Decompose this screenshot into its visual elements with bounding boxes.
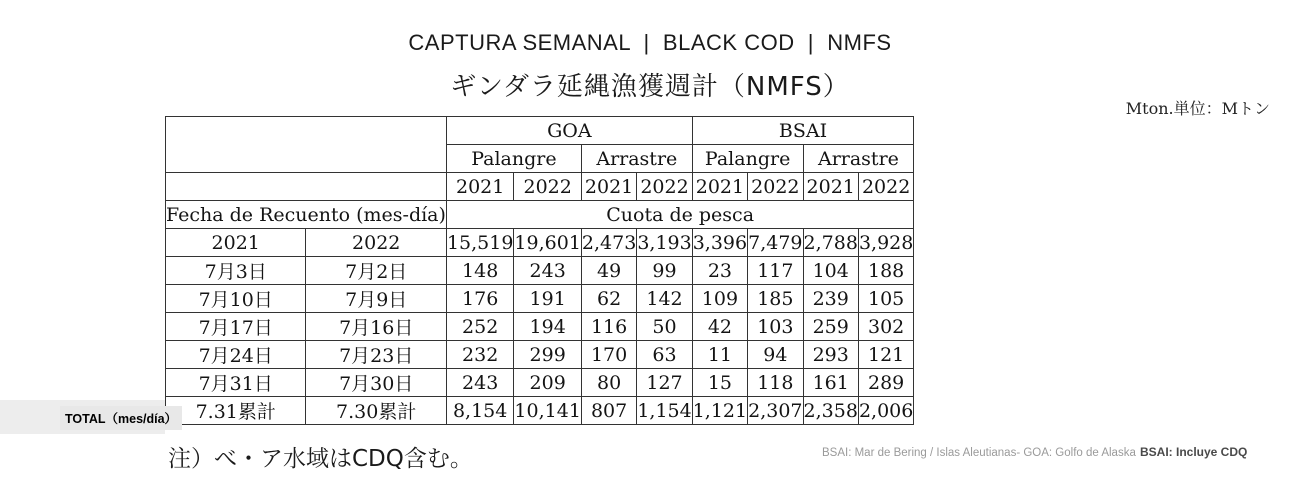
total-goa-palangre-2022: 10,141 xyxy=(514,397,581,425)
cell-bsai-palangre-2021: 42 xyxy=(692,313,747,341)
quota-value-1: 15,519 xyxy=(446,229,513,257)
table-row-group-header xyxy=(166,117,914,145)
footnote-cdq: BSAI: Incluye CDQ xyxy=(1140,445,1248,459)
row-date-2022: 7月30日 xyxy=(306,369,446,397)
date-count-header: Fecha de Recuento (mes-día) xyxy=(166,201,447,229)
cell-bsai-arrastre-2021: 239 xyxy=(803,285,858,313)
cell-goa-arrastre-2021: 116 xyxy=(581,313,636,341)
table-row xyxy=(166,341,914,369)
quota-header: Cuota de pesca xyxy=(446,201,913,229)
year-header-blank xyxy=(166,173,447,201)
year-header-1: 2021 xyxy=(446,173,513,201)
year-header-5: 2021 xyxy=(692,173,747,201)
table-row-year-header xyxy=(166,173,914,201)
cell-goa-palangre-2021: 176 xyxy=(446,285,513,313)
row-date-2022: 7月9日 xyxy=(306,285,446,313)
cell-bsai-palangre-2021: 23 xyxy=(692,257,747,285)
quota-value-6: 7,479 xyxy=(748,229,803,257)
row-date-2021: 7月10日 xyxy=(166,285,306,313)
footnote-spanish: BSAI: Mar de Bering / Islas Aleutianas- GOA: Golfo de Alaska xyxy=(822,447,1136,459)
cell-bsai-palangre-2021: 15 xyxy=(692,369,747,397)
gear-header-goa-palangre: Palangre xyxy=(446,145,581,173)
catch-table xyxy=(165,116,914,425)
cell-goa-arrastre-2021: 62 xyxy=(581,285,636,313)
cell-bsai-arrastre-2021: 259 xyxy=(803,313,858,341)
quota-value-2: 19,601 xyxy=(514,229,581,257)
table-row-quota xyxy=(166,229,914,257)
year-header-4: 2022 xyxy=(637,173,692,201)
quota-value-4: 3,193 xyxy=(637,229,692,257)
quota-year-2021: 2021 xyxy=(166,229,306,257)
row-date-2021: 7月17日 xyxy=(166,313,306,341)
row-date-2022: 7月2日 xyxy=(306,257,446,285)
table-row-total xyxy=(166,397,914,425)
cell-goa-arrastre-2021: 80 xyxy=(581,369,636,397)
total-bsai-arrastre-2022: 2,006 xyxy=(858,397,913,425)
cell-bsai-palangre-2022: 118 xyxy=(748,369,803,397)
year-header-8: 2022 xyxy=(858,173,913,201)
table-row xyxy=(166,257,914,285)
total-goa-palangre-2021: 8,154 xyxy=(446,397,513,425)
cell-bsai-palangre-2022: 103 xyxy=(748,313,803,341)
table-row xyxy=(166,369,914,397)
cell-goa-arrastre-2021: 170 xyxy=(581,341,636,369)
page-title-japanese: ギンダラ延縄漁獲週計（NMFS） xyxy=(450,72,850,102)
cell-bsai-palangre-2022: 94 xyxy=(748,341,803,369)
quota-value-5: 3,396 xyxy=(692,229,747,257)
cell-bsai-arrastre-2022: 302 xyxy=(858,313,913,341)
cell-bsai-arrastre-2022: 105 xyxy=(858,285,913,313)
cell-goa-arrastre-2022: 50 xyxy=(637,313,692,341)
cell-goa-palangre-2021: 252 xyxy=(446,313,513,341)
year-header-3: 2021 xyxy=(581,173,636,201)
table-row xyxy=(166,313,914,341)
cell-bsai-palangre-2021: 109 xyxy=(692,285,747,313)
total-date-2021: 7.31累計 xyxy=(166,397,306,425)
cell-goa-arrastre-2021: 49 xyxy=(581,257,636,285)
cell-bsai-palangre-2022: 117 xyxy=(748,257,803,285)
cell-bsai-arrastre-2022: 121 xyxy=(858,341,913,369)
cell-goa-palangre-2022: 299 xyxy=(514,341,581,369)
row-date-2021: 7月24日 xyxy=(166,341,306,369)
cell-bsai-arrastre-2021: 293 xyxy=(803,341,858,369)
cell-goa-arrastre-2022: 99 xyxy=(637,257,692,285)
cell-bsai-arrastre-2022: 188 xyxy=(858,257,913,285)
row-date-2022: 7月23日 xyxy=(306,341,446,369)
cell-goa-palangre-2022: 243 xyxy=(514,257,581,285)
total-goa-arrastre-2022: 1,154 xyxy=(637,397,692,425)
corner-blank xyxy=(166,117,447,173)
quota-year-2022: 2022 xyxy=(306,229,446,257)
total-row-label: TOTAL（mes/día） xyxy=(60,406,182,430)
row-date-2021: 7月31日 xyxy=(166,369,306,397)
cell-goa-palangre-2021: 148 xyxy=(446,257,513,285)
group-header-goa: GOA xyxy=(446,117,692,145)
year-header-6: 2022 xyxy=(748,173,803,201)
row-date-2022: 7月16日 xyxy=(306,313,446,341)
cell-bsai-arrastre-2021: 161 xyxy=(803,369,858,397)
gear-header-goa-arrastre: Arrastre xyxy=(581,145,692,173)
unit-note: Mton.単位：Mトン xyxy=(1125,99,1270,118)
total-bsai-palangre-2022: 2,307 xyxy=(748,397,803,425)
quota-value-3: 2,473 xyxy=(581,229,636,257)
total-goa-arrastre-2021: 807 xyxy=(581,397,636,425)
cell-goa-palangre-2022: 209 xyxy=(514,369,581,397)
total-bsai-palangre-2021: 1,121 xyxy=(692,397,747,425)
total-date-2022: 7.30累計 xyxy=(306,397,446,425)
cell-bsai-palangre-2021: 11 xyxy=(692,341,747,369)
footnote-japanese: 注）べ・ア水域はCDQ含む。 xyxy=(168,446,473,472)
cell-goa-palangre-2022: 194 xyxy=(514,313,581,341)
year-header-2: 2022 xyxy=(514,173,581,201)
group-header-bsai: BSAI xyxy=(692,117,914,145)
quota-value-8: 3,928 xyxy=(858,229,913,257)
cell-goa-arrastre-2022: 63 xyxy=(637,341,692,369)
total-bsai-arrastre-2021: 2,358 xyxy=(803,397,858,425)
cell-goa-palangre-2021: 243 xyxy=(446,369,513,397)
year-header-7: 2021 xyxy=(803,173,858,201)
page-title-spanish: CAPTURA SEMANAL | BLACK COD | NMFS xyxy=(408,30,892,55)
cell-bsai-arrastre-2022: 289 xyxy=(858,369,913,397)
cell-goa-arrastre-2022: 142 xyxy=(637,285,692,313)
cell-goa-palangre-2021: 232 xyxy=(446,341,513,369)
cell-bsai-palangre-2022: 185 xyxy=(748,285,803,313)
table-row-section-header xyxy=(166,201,914,229)
cell-bsai-arrastre-2021: 104 xyxy=(803,257,858,285)
table-row xyxy=(166,285,914,313)
gear-header-bsai-arrastre: Arrastre xyxy=(803,145,914,173)
gear-header-bsai-palangre: Palangre xyxy=(692,145,803,173)
quota-value-7: 2,788 xyxy=(803,229,858,257)
cell-goa-arrastre-2022: 127 xyxy=(637,369,692,397)
cell-goa-palangre-2022: 191 xyxy=(514,285,581,313)
row-date-2021: 7月3日 xyxy=(166,257,306,285)
